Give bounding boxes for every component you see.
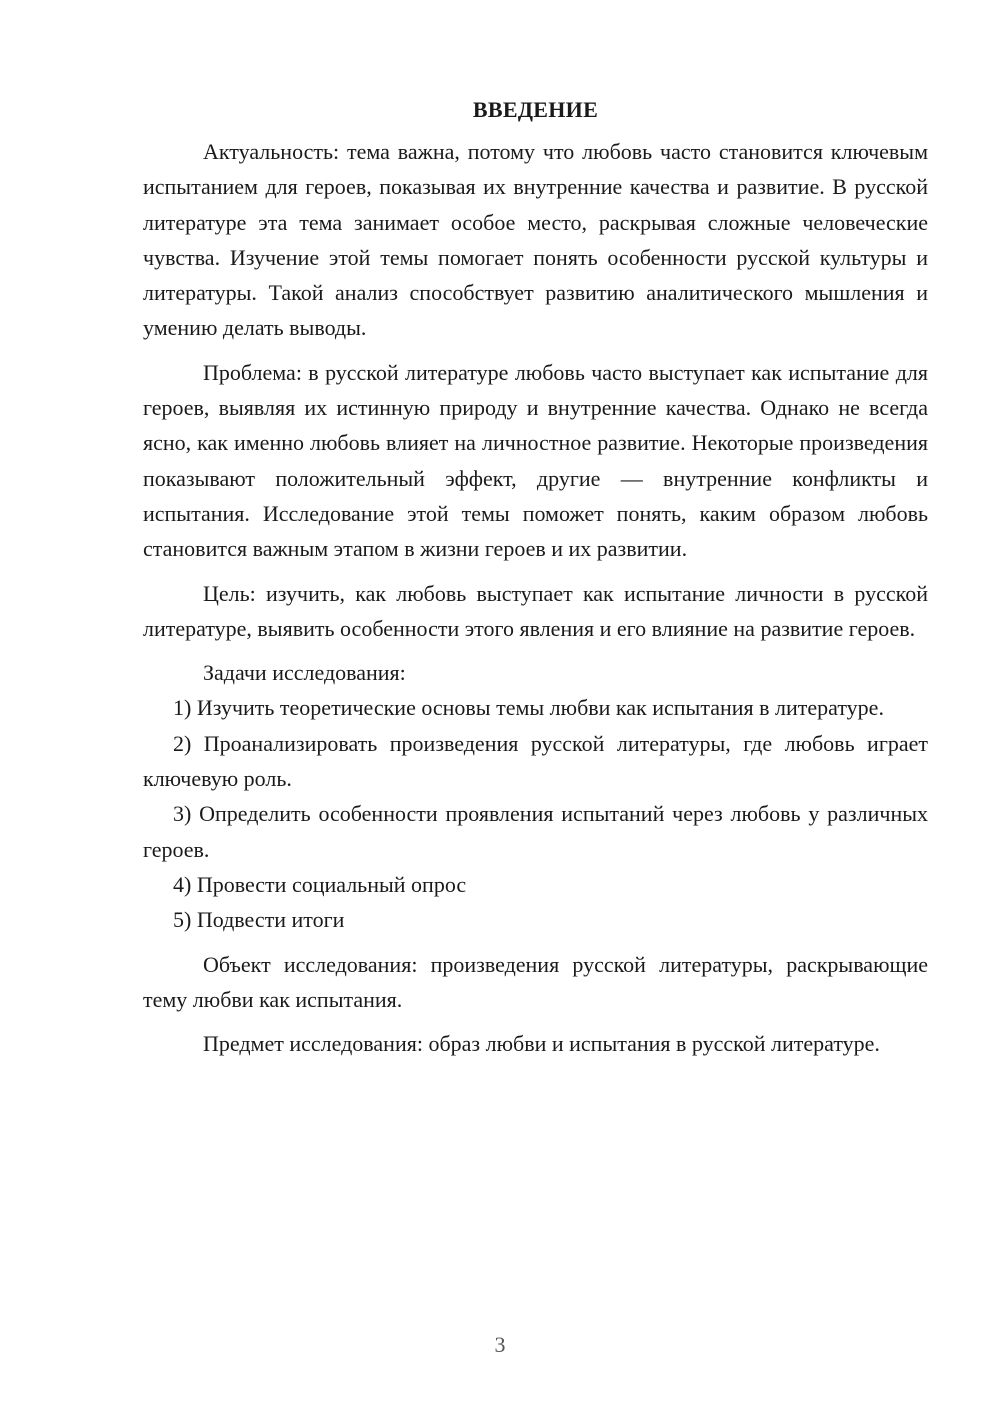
task-item-3: 3) Определить особенности проявления испытаний через любовь у различных героев. [143, 801, 928, 862]
goal-paragraph: Цель: изучить, как любовь выступает как испытание личности в русской литературе, выявить особенности этого явления и его влияние на развитие героев. [143, 580, 928, 641]
task-item-5: 5) Подвести итоги [173, 907, 345, 933]
subject-paragraph: Предмет исследования: образ любви и испытания в русской литературе. [203, 1031, 880, 1057]
page-number: 3 [494, 1332, 506, 1357]
task-item-1: 1) Изучить теоретические основы темы любви как испытания в литературе. [173, 695, 884, 721]
task-item-2: 2) Проанализировать произведения русской литературы, где любовь играет ключевую роль. [143, 730, 928, 792]
relevance-paragraph: Актуальность: тема важна, потому что любовь часто становится ключевым испытанием для героев, показывая их внутренние качества и развитие. В русской литературе эта тема занимает особое место, раскрывая сложные человеческие чувства. Изучение этой темы помогает понять особенности русской культуры и литературы. Такой анализ способствует развитию аналитического мышления и умению делать выводы. [143, 139, 928, 341]
task-item-4: 4) Провести социальный опрос [173, 871, 467, 897]
problem-paragraph: Проблема: в русской литературе любовь часто выступает как испытание для героев, выявляя их истинную природу и внутренние качества. Однако не всегда ясно, как именно любовь влияет на личностное развитие. Некоторые произведения показывают положительный эффект, другие — внутренние конфликты и испытания. Исследование этой темы поможет понять, каким образом любовь становится важным этапом в жизни героев и их развитии. [143, 359, 928, 562]
page-content [143, 90, 928, 1061]
tasks-title: Задачи исследования: [203, 660, 406, 686]
section-heading: ВВЕДЕНИЕ [472, 97, 599, 122]
object-paragraph: Объект исследования: произведения русской литературы, раскрывающие тему любви как испытания. [143, 951, 928, 1012]
